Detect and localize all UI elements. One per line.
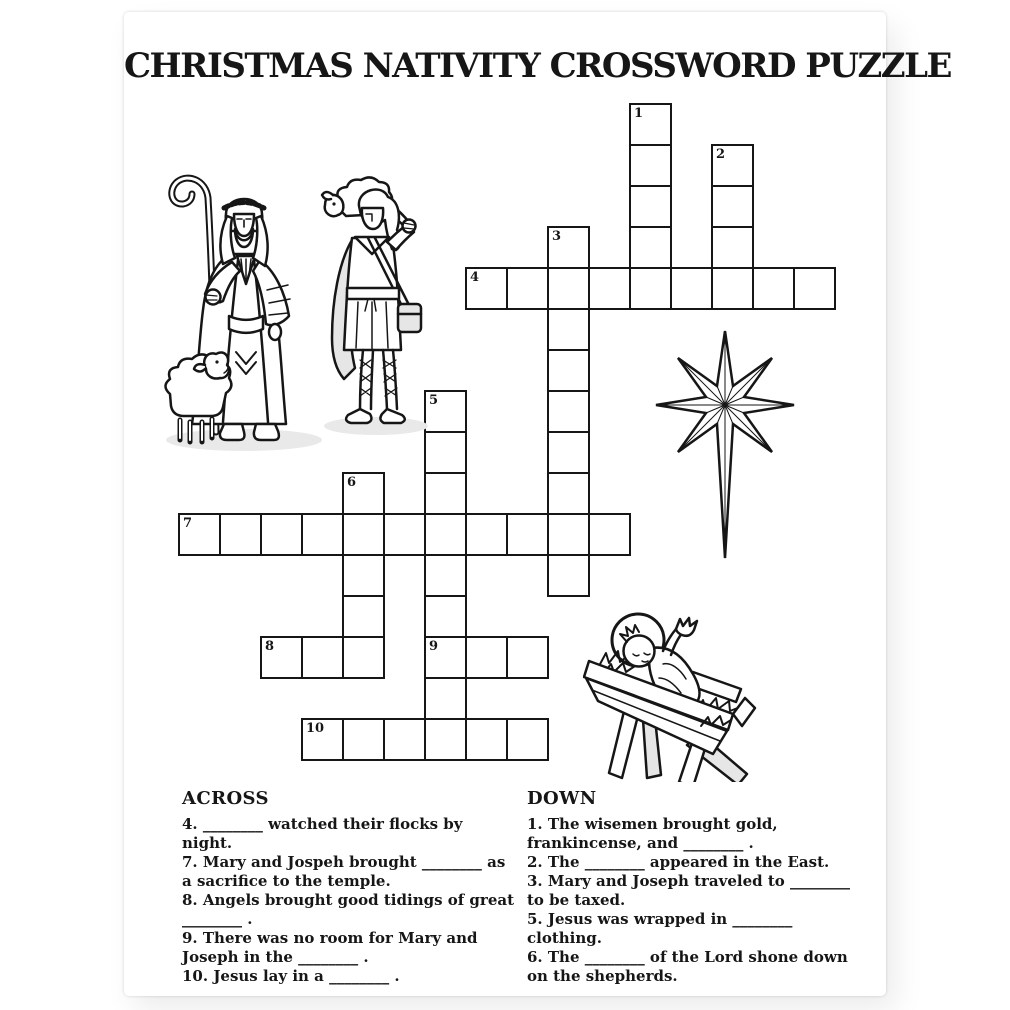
crossword-cell[interactable]	[711, 226, 754, 269]
down-clue-6: 6. The ________ of the Lord shone down on the shepherds.	[527, 948, 848, 985]
across-clue-9: 9. There was no room for Mary and Joseph in the ________ .	[182, 929, 478, 966]
down-clue-5: 5. Jesus was wrapped in ________ clothing.	[527, 910, 793, 947]
crossword-cell[interactable]	[588, 513, 631, 556]
crossword-cell[interactable]	[506, 513, 549, 556]
crossword-cell[interactable]	[219, 513, 262, 556]
crossword-cell[interactable]	[342, 718, 385, 761]
crossword-cell[interactable]	[711, 267, 754, 310]
crossword-cell[interactable]	[629, 103, 672, 146]
cell-number: 4	[470, 270, 480, 285]
cell-number: 3	[552, 229, 562, 244]
crossword-cell[interactable]	[260, 513, 303, 556]
down-clue-list	[527, 815, 867, 986]
across-clue-4: 4. ________ watched their flocks by night.	[182, 815, 463, 852]
crossword-cell[interactable]	[383, 718, 426, 761]
down-clue-2: 2. The ________ appeared in the East.	[527, 853, 830, 871]
crossword-cell[interactable]	[178, 513, 221, 556]
crossword-cell[interactable]	[424, 677, 467, 720]
cell-number: 2	[716, 147, 726, 162]
down-header: DOWN	[527, 788, 597, 809]
shepherds-illustration	[156, 168, 446, 460]
cell-number: 10	[306, 721, 325, 736]
crossword-cell[interactable]	[301, 718, 344, 761]
crossword-cell[interactable]	[793, 267, 836, 310]
crossword-cell[interactable]	[301, 513, 344, 556]
crossword-cell[interactable]	[465, 267, 508, 310]
crossword-cell[interactable]	[547, 308, 590, 351]
across-clue-10: 10. Jesus lay in a ________ .	[182, 967, 400, 985]
crossword-cell[interactable]	[629, 267, 672, 310]
crossword-cell[interactable]	[465, 718, 508, 761]
crossword-cell[interactable]	[547, 349, 590, 392]
page-title: CHRISTMAS NATIVITY CROSSWORD PUZZLE	[124, 46, 951, 86]
cell-number: 8	[265, 639, 275, 654]
crossword-cell[interactable]	[465, 636, 508, 679]
across-header: ACROSS	[182, 788, 269, 809]
crossword-cell[interactable]	[465, 513, 508, 556]
crossword-cell[interactable]	[629, 226, 672, 269]
crossword-cell[interactable]	[547, 431, 590, 474]
worksheet-page	[124, 12, 951, 996]
crossword-cell[interactable]	[424, 718, 467, 761]
crossword-cell[interactable]	[547, 226, 590, 269]
crossword-cell[interactable]	[424, 513, 467, 556]
star-of-bethlehem-illustration	[654, 330, 796, 560]
crossword-cell[interactable]	[383, 513, 426, 556]
crossword-cell[interactable]	[547, 390, 590, 433]
crossword-cell[interactable]	[260, 636, 303, 679]
crossword-cell[interactable]	[711, 185, 754, 228]
across-clue-7: 7. Mary and Jospeh brought ________ as a sacrifice to the temple.	[182, 853, 506, 890]
down-clue-3: 3. Mary and Joseph traveled to ________ to be taxed.	[527, 872, 851, 909]
across-clues-section	[182, 788, 516, 986]
crossword-cell[interactable]	[424, 472, 467, 515]
crossword-cell[interactable]	[342, 595, 385, 638]
crossword-cell[interactable]	[424, 554, 467, 597]
crossword-cell[interactable]	[629, 144, 672, 187]
crossword-cell[interactable]	[547, 472, 590, 515]
across-clue-8: 8. Angels brought good tidings of great ________ .	[182, 891, 515, 928]
down-clues-section	[527, 788, 867, 986]
crossword-cell[interactable]	[588, 267, 631, 310]
crossword-cell[interactable]	[301, 636, 344, 679]
crossword-cell[interactable]	[424, 595, 467, 638]
crossword-cell[interactable]	[629, 185, 672, 228]
crossword-cell[interactable]	[547, 513, 590, 556]
down-clue-1: 1. The wisemen brought gold, frankincense, and ________ .	[527, 815, 778, 852]
crossword-cell[interactable]	[752, 267, 795, 310]
baby-jesus-manger-illustration	[583, 604, 758, 782]
cell-number: 9	[429, 639, 439, 654]
crossword-cell[interactable]	[711, 144, 754, 187]
crossword-cell[interactable]	[506, 718, 549, 761]
cell-number: 5	[429, 393, 439, 408]
cell-number: 7	[183, 516, 193, 531]
ground-shadow	[324, 417, 428, 435]
crossword-cell[interactable]	[424, 636, 467, 679]
cell-number: 6	[347, 475, 357, 490]
crossword-cell[interactable]	[342, 554, 385, 597]
across-clue-list	[182, 815, 516, 986]
crossword-cell[interactable]	[342, 636, 385, 679]
crossword-cell[interactable]	[547, 267, 590, 310]
crossword-cell[interactable]	[506, 267, 549, 310]
cell-number: 1	[634, 106, 644, 121]
crossword-cell[interactable]	[342, 472, 385, 515]
crossword-cell[interactable]	[547, 554, 590, 597]
crossword-cell[interactable]	[670, 267, 713, 310]
crossword-cell[interactable]	[342, 513, 385, 556]
crossword-cell[interactable]	[506, 636, 549, 679]
